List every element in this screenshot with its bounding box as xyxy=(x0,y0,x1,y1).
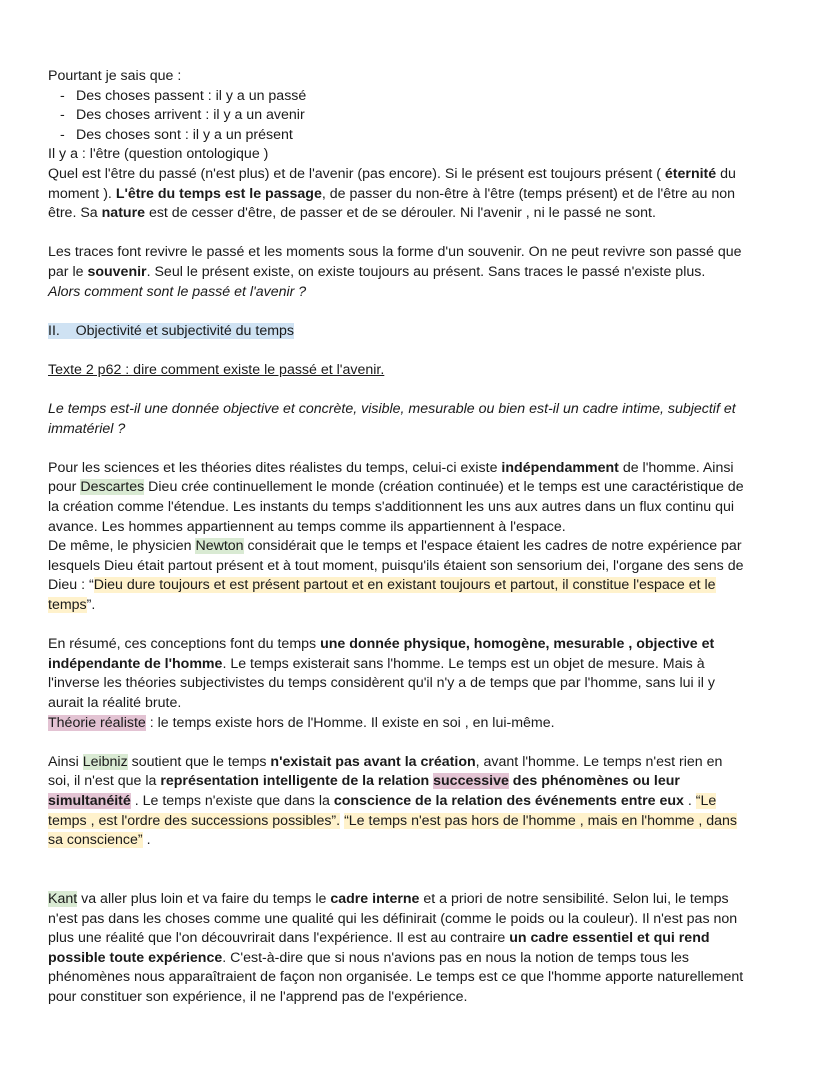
text-run: de l'homme. Ainsi xyxy=(618,459,734,476)
bold-text: cadre interne xyxy=(330,890,420,907)
bullet-marker: - xyxy=(60,107,65,124)
text-run: la création comme l'étendue. Les instants du temps s'additionnent les uns aux autres dans un flux continu qui xyxy=(48,499,735,516)
bold-text: souvenir xyxy=(87,263,147,280)
underlined-text: Texte 2 p62 : dire comment existe le passé et l'avenir. xyxy=(48,361,385,378)
highlighted-text: Leibniz xyxy=(82,753,128,770)
text-run: pour constituer son expérience, il ne l'apprend pas de l'expérience. xyxy=(48,988,468,1005)
text-line xyxy=(48,67,808,87)
text-run: par le xyxy=(48,263,88,280)
text-run: n'est pas dans les choses comme une qualité qui les définirait (comme le poids ou la couleur). Il n'est pas non xyxy=(48,910,738,927)
italic-text: Le temps est-il une donnée objective et concrète, visible, mesurable ou bien est-il un cadre intime, subjectif et xyxy=(48,401,736,418)
text-run: soutient que le temps xyxy=(127,753,271,770)
text-line xyxy=(48,361,808,381)
blank-line xyxy=(48,870,808,890)
text-line xyxy=(48,322,808,342)
text-line xyxy=(48,576,808,596)
text-line xyxy=(48,537,808,557)
text-run: Dieu : “ xyxy=(48,577,94,594)
text-run: lesquels Dieu était partout présent et à tout moment, puisqu'ils étaient son sensorium dei, l'organe des sens de xyxy=(48,557,744,574)
text-line xyxy=(48,263,808,283)
blank-line xyxy=(48,439,808,459)
text-run: , avant l'homme. Le temps n'est rien en xyxy=(475,753,723,770)
text-line xyxy=(48,145,808,165)
document-body xyxy=(48,67,808,1008)
text-run: En résumé, ces conceptions font du temps xyxy=(48,636,321,653)
text-line xyxy=(48,165,808,185)
text-run: . C'est-à-dire que si nous n'avions pas en nous la notion de temps tous les xyxy=(222,949,690,966)
bold-text: n'existait pas avant la création xyxy=(270,753,476,770)
text-line xyxy=(48,655,808,675)
text-run: considérait que le temps et l'espace étaient les cadres de notre expérience par xyxy=(243,538,742,555)
text-run: . Seul le présent existe, on existe toujours au présent. Sans traces le passé n'existe plus. xyxy=(146,263,706,280)
text-line xyxy=(48,400,808,420)
text-run: moment ). xyxy=(48,185,116,202)
blank-line xyxy=(48,224,808,244)
text-line xyxy=(48,831,808,851)
text-run: . Le temps existerait sans l'homme. Le temps est un objet de mesure. Mais à xyxy=(222,655,705,672)
text-run: Les traces font revivre le passé et les moments sous la forme d'un souvenir. On ne peut revivre son passé que xyxy=(48,244,742,261)
highlighted-text: Dieu dure toujours et est présent partout et en existant toujours et partout, il constitue l'espace et le xyxy=(93,577,716,594)
text-line xyxy=(48,185,808,205)
blank-line xyxy=(48,302,808,322)
text-run: . xyxy=(142,832,151,849)
text-run: Des choses sont : il y a un présent xyxy=(76,126,293,143)
text-line xyxy=(48,674,808,694)
list-item xyxy=(48,126,808,146)
text-run: : le temps existe hors de l'Homme. Il existe en soi , en lui-même. xyxy=(145,714,555,731)
text-run: , de passer du non-être à l'être (temps présent) et de l'être au non xyxy=(321,185,735,202)
bold-text: un cadre essentiel et qui rend xyxy=(509,930,710,947)
text-run: De même, le physicien xyxy=(48,538,196,555)
blank-line xyxy=(48,341,808,361)
bold-text: nature xyxy=(101,205,145,222)
highlighted-text: Descartes xyxy=(80,479,145,496)
text-run: soi, il n'est que la xyxy=(48,773,161,790)
highlighted-text: Théorie réaliste xyxy=(48,714,146,731)
blank-line xyxy=(48,381,808,401)
text-run: Pourtant je sais que : xyxy=(48,68,182,84)
blank-line xyxy=(48,851,808,871)
highlighted-text: “Le temps n'est pas hors de l'homme , mais en l'homme , dans xyxy=(344,812,738,829)
text-line xyxy=(48,949,808,969)
bold-text: représentation intelligente de la relation xyxy=(160,773,434,790)
text-line xyxy=(48,518,808,538)
text-run: Des choses arrivent : il y a un avenir xyxy=(76,107,305,124)
text-run: Quel est l'être du passé (n'est plus) et de l'avenir (pas encore). Si le présent est toujours présent ( xyxy=(48,165,665,182)
text-run: et a priori de notre sensibilité. Selon lui, le temps xyxy=(419,890,729,907)
blank-line xyxy=(48,616,808,636)
text-run: l'inverse les théories subjectivistes du temps considèrent qu'il n'y a de temps que par l'homme, sans lui il y xyxy=(48,675,715,692)
text-run: être. Sa xyxy=(48,205,102,222)
text-run: pour xyxy=(48,479,81,496)
text-line xyxy=(48,498,808,518)
text-run: . Le temps n'existe que dans la xyxy=(130,792,334,809)
bold-text: possible toute expérience xyxy=(48,949,223,966)
text-run: Pour les sciences et les théories dites réalistes du temps, celui-ci existe xyxy=(48,459,502,476)
text-run: . xyxy=(683,792,696,809)
italic-text: Alors comment sont le passé et l'avenir ? xyxy=(48,283,307,300)
text-line xyxy=(48,596,808,616)
text-line xyxy=(48,204,808,224)
highlighted-text: temps , est l'ordre des successions possibles”. xyxy=(48,812,341,829)
text-run: du xyxy=(716,165,736,182)
highlighted-text: “Le xyxy=(695,792,717,809)
bold-text: indépendamment xyxy=(501,459,619,476)
text-run: va aller plus loin et va faire du temps le xyxy=(77,890,331,907)
text-line xyxy=(48,557,808,577)
highlighted-text: simultanéité xyxy=(48,792,131,809)
text-line xyxy=(48,812,808,832)
text-line xyxy=(48,968,808,988)
text-line xyxy=(48,792,808,812)
blank-line xyxy=(48,733,808,753)
highlighted-text: temps xyxy=(48,597,87,614)
text-line xyxy=(48,459,808,479)
text-line xyxy=(48,478,808,498)
bold-text: éternité xyxy=(664,165,717,182)
highlighted-text: sa conscience” xyxy=(48,832,143,849)
text-run: phénomènes nous apparaîtraient de façon non organisée. Le temps est ce que l'homme apporte naturellement xyxy=(48,969,744,986)
text-line xyxy=(48,283,808,303)
text-line xyxy=(48,635,808,655)
highlighted-text: Newton xyxy=(195,538,244,555)
text-run: avance. Les hommes appartiennent au temps comme ils appartiennent à l'espace. xyxy=(48,518,566,535)
text-run: Il y a : l'être (question ontologique ) xyxy=(48,146,269,163)
text-line xyxy=(48,929,808,949)
bold-text: L'être du temps est le passage xyxy=(115,185,322,202)
text-line xyxy=(48,694,808,714)
text-line xyxy=(48,988,808,1008)
text-run: Dieu crée continuellement le monde (création continuée) et le temps est une caractéristique de xyxy=(144,479,744,496)
bold-text: conscience de la relation des événements entre eux xyxy=(333,792,684,809)
bold-text: indépendante de l'homme xyxy=(48,655,223,672)
italic-text: immatériel ? xyxy=(48,420,126,437)
text-line xyxy=(48,753,808,773)
bullet-marker: - xyxy=(60,87,65,104)
highlighted-text: successive xyxy=(433,773,509,790)
text-run: Ainsi xyxy=(48,753,83,770)
text-run: plus une réalité que l'on découvrirait dans l'expérience. Il est au contraire xyxy=(48,930,510,947)
text-run: aurait la réalité brute. xyxy=(48,695,182,711)
text-line xyxy=(48,420,808,440)
text-run: ”. xyxy=(86,597,96,614)
text-line xyxy=(48,772,808,792)
text-line xyxy=(48,714,808,734)
text-line xyxy=(48,910,808,930)
bold-text: des phénomènes ou leur xyxy=(508,773,680,790)
text-line xyxy=(48,890,808,910)
text-run: est de cesser d'être, de passer et de se dérouler. Ni l'avenir , ni le passé ne sont. xyxy=(145,205,656,222)
list-item xyxy=(48,106,808,126)
text-line xyxy=(48,243,808,263)
list-item xyxy=(48,87,808,107)
text-run: Des choses passent : il y a un passé xyxy=(76,87,307,104)
highlighted-text: II. Objectivité et subjectivité du temps xyxy=(48,322,295,339)
bold-text: une donnée physique, homogène, mesurable , objective et xyxy=(320,636,715,653)
bullet-marker: - xyxy=(60,126,65,143)
highlighted-text: Kant xyxy=(48,890,78,907)
